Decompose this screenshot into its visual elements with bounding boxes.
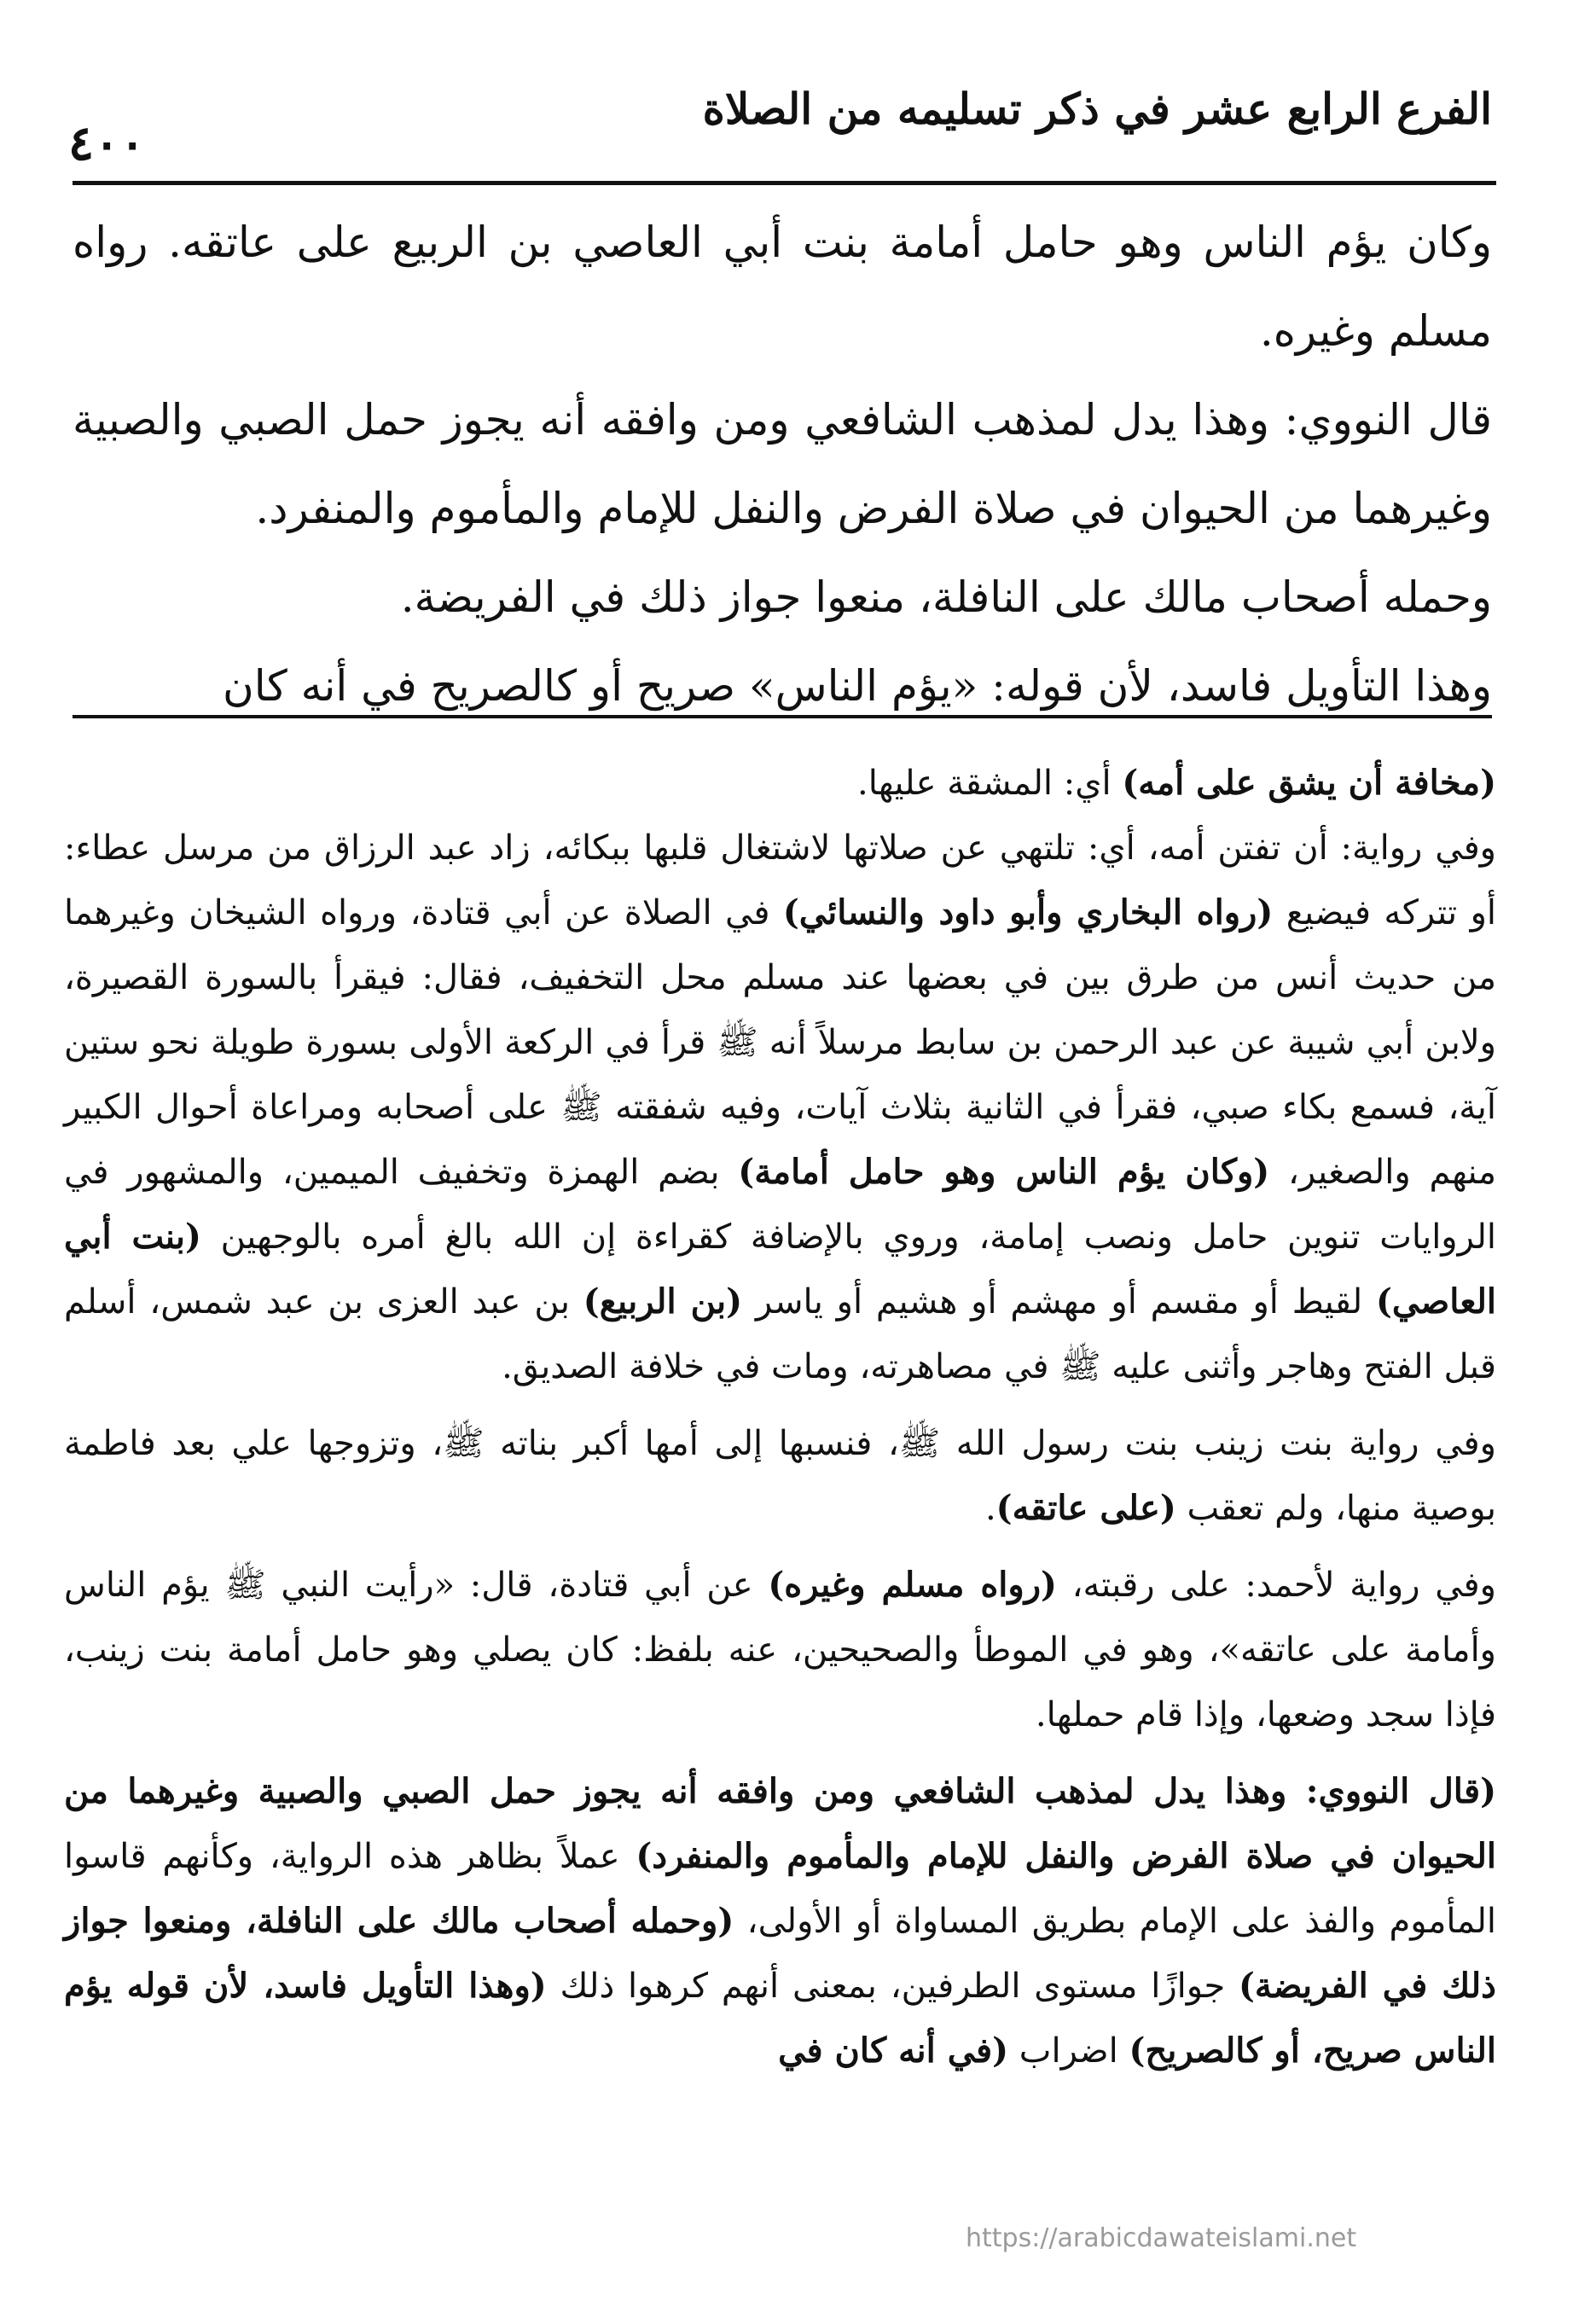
commentary-span: جوازًا مستوى الطرفين، بمعنى أنهم كرهوا ذلك <box>546 1967 1239 2006</box>
quoted-phrase: (مخافة أن يشق على أمه) <box>1122 763 1496 803</box>
main-paragraph: وهذا التأويل فاسد، لأن قوله: «يؤم الناس» صريح أو كالصريح في أنه كان <box>222 661 1492 711</box>
commentary-span: اضراب <box>1008 2031 1129 2071</box>
main-paragraph: وكان يؤم الناس وهو حامل أمامة بنت أبي العاصي بن الربيع على عاتقه. رواه مسلم وغيره. <box>73 218 1492 356</box>
running-title: الفرع الرابع عشر في ذكر تسليمه من الصلاة <box>702 84 1492 134</box>
quoted-phrase: (بنت أبي العاصي) <box>64 1217 1496 1322</box>
commentary-span: لقيط أو مقسم أو مهشم أو هشيم أو ياسر <box>742 1282 1376 1322</box>
commentary-paragraph <box>64 751 1496 816</box>
main-paragraph: قال النووي: وهذا يدل لمذهب الشافعي ومن وافقه أنه يجوز حمل الصبي والصبية وغيرهما من الحيوان في صلاة الفرض والنفل للإمام والمأموم والمنفرد. <box>73 395 1492 533</box>
quoted-phrase: (بن الربيع) <box>583 1281 743 1322</box>
commentary-span: عن أبي قتادة، قال: «رأيت النبي ﷺ يؤم الناس وأمامة على عاتقه»، وهو في الموطأ والصحيحين، عنه بلفظ: كان يصلي وهو حامل أمامة بنت زينب، فإذا سجد وضعها، وإذا قام حملها. <box>64 1566 1496 1734</box>
paragraph-gap <box>64 1747 1496 1759</box>
paragraph-gap <box>64 1399 1496 1411</box>
quoted-phrase: (قال النووي: وهذا يدل لمذهب الشافعي ومن وافقه أنه يجوز حمل الصبي والصبية وغيرهما من الحيوان في صلاة الفرض والنفل للإمام والمأموم والمنفرد) <box>64 1771 1497 1876</box>
commentary-paragraph <box>64 1759 1496 2083</box>
main-text <box>73 198 1492 730</box>
commentary-span: بن عبد العزى بن عبد شمس، أسلم قبل الفتح وهاجر وأثنى عليه ﷺ في مصاهرته، ومات في خلافة الصديق. <box>64 1282 1496 1386</box>
commentary-paragraph <box>64 1553 1496 1747</box>
commentary-span: وفي رواية: أن تفتن أمه، أي: تلتهي عن صلاتها لاشتغال قلبها ببكائه، زاد عبد الرزاق من مرسل عطاء: أو تتركه فيضيع <box>64 828 1496 933</box>
section-divider <box>73 715 1492 718</box>
commentary-span: بضم الهمزة وتخفيف الميمين، والمشهور في الروايات تنوين حامل ونصب إمامة، وروي بالإضافة كقراءة إن الله بالغ أمره بالوجهين <box>64 1153 1496 1257</box>
quoted-phrase: (رواه البخاري وأبو داود والنسائي) <box>782 892 1274 933</box>
page-number: ٤٠٠ <box>68 115 146 171</box>
quoted-phrase: (في أنه كان في <box>778 2031 1009 2071</box>
quoted-phrase: (وهذا التأويل فاسد، لأن قوله يؤم الناس صريح، أو كالصريح) <box>64 1966 1496 2071</box>
commentary-paragraph <box>64 1411 1496 1541</box>
commentary-span: أي: المشقة عليها. <box>856 764 1123 803</box>
main-paragraph: وحمله أصحاب مالك على النافلة، منعوا جواز ذلك في الفريضة. <box>400 572 1492 622</box>
paragraph-gap <box>64 1541 1496 1553</box>
quoted-phrase: (وحمله أصحاب مالك على النافلة، ومنعوا جواز ذلك في الفريضة) <box>64 1901 1496 2006</box>
commentary-span: في الصلاة عن أبي قتادة، ورواه الشيخان وغيرهما من حديث أنس من طرق بين في بعضها عند مسلم محل التخفيف، فقال: فيقرأ بالسورة القصيرة، ولابن أبي شيبة عن عبد الرحمن بن سابط مرسلاً أنه ﷺ قرأ في الركعة الأولى بسورة طويلة نحو ستين آية، فسمع بكاء صبي، فقرأ في الثانية بثلاث آيات، وفيه شفقته ﷺ على أصحابه ومراعاة أحوال الكبير منهم والصغير، <box>64 893 1497 1192</box>
commentary-paragraph <box>64 816 1496 1399</box>
header-rule <box>73 181 1496 185</box>
page-header <box>68 81 1492 183</box>
quoted-phrase: (رواه مسلم وغيره) <box>768 1565 1057 1605</box>
commentary-span: . <box>984 1489 996 1528</box>
commentary-span: عملاً بظاهر هذه الرواية، وكأنهم قاسوا المأموم والفذ على الإمام بطريق المساواة أو الأولى، <box>64 1837 1496 1941</box>
quoted-phrase: (وكان يؤم الناس وهو حامل أمامة) <box>738 1152 1270 1192</box>
commentary-span: وفي رواية لأحمد: على رقبته، <box>1056 1566 1496 1605</box>
commentary-span: وفي رواية بنت زينب بنت رسول الله ﷺ، فنسبها إلى أمها أكبر بناته ﷺ، وتزوجها علي بعد فاطمة بوصية منها، ولم تعقب <box>64 1424 1496 1528</box>
quoted-phrase: (على عاتقه) <box>995 1488 1176 1528</box>
source-watermark: https://arabicdawateislami.net <box>966 2223 1357 2253</box>
commentary-text <box>64 751 1496 2083</box>
